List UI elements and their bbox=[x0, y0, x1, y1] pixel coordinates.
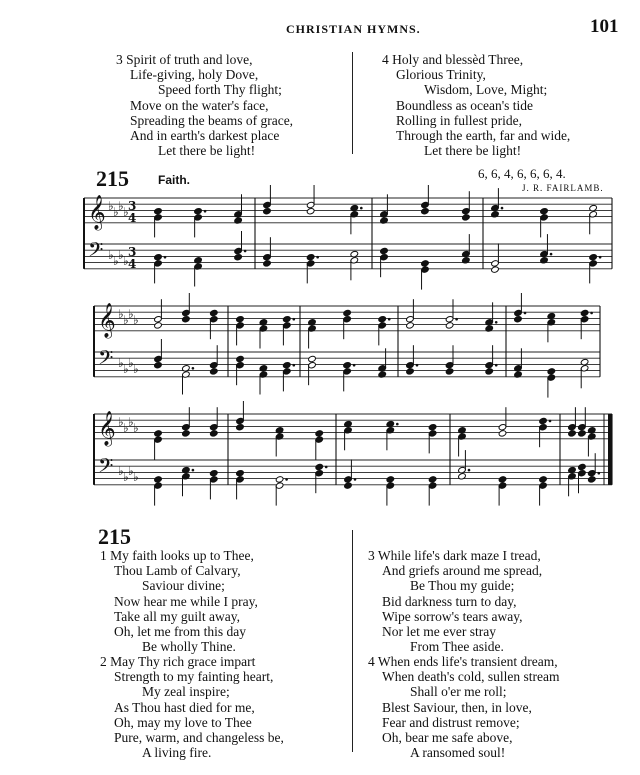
note-head bbox=[263, 208, 272, 215]
note-head bbox=[344, 482, 353, 489]
note-head bbox=[421, 260, 430, 267]
dot-icon bbox=[599, 256, 602, 259]
dot-icon bbox=[550, 253, 553, 256]
note-head bbox=[154, 362, 163, 369]
dot-icon bbox=[495, 364, 498, 367]
verse-line: Shall o'er me roll; bbox=[410, 684, 507, 700]
tune-meter: 6, 6, 4, 6, 6, 6, 4. bbox=[478, 166, 566, 181]
verse-line: Spreading the beams of grace, bbox=[130, 112, 294, 128]
bass-staff bbox=[84, 244, 612, 269]
note-head bbox=[275, 476, 284, 483]
note-head bbox=[580, 309, 589, 316]
note-head bbox=[308, 355, 317, 362]
flat-sign-icon: ♭ bbox=[123, 313, 129, 327]
flat-sign-icon: ♭ bbox=[113, 205, 119, 219]
note-head bbox=[445, 322, 454, 329]
dot-icon bbox=[598, 472, 601, 475]
column-divider bbox=[352, 530, 353, 752]
note-head bbox=[236, 470, 245, 477]
dot-icon bbox=[354, 478, 357, 481]
flat-sign-icon: ♭ bbox=[118, 356, 124, 370]
verse-number: 4 bbox=[382, 52, 389, 67]
verse-line: Spirit of truth and love, bbox=[126, 52, 253, 67]
treble-clef-icon: 𝄞 bbox=[98, 411, 116, 446]
flat-sign-icon: ♭ bbox=[128, 307, 134, 321]
flat-sign-icon: ♭ bbox=[123, 470, 129, 484]
note-head bbox=[210, 309, 219, 316]
hymn-verse-3 bbox=[368, 548, 542, 654]
hymn-verse-1 bbox=[100, 548, 258, 654]
flat-sign-icon: ♭ bbox=[123, 362, 129, 376]
flat-sign-icon: ♭ bbox=[118, 307, 124, 321]
tune-composer: J. R. FAIRLAMB. bbox=[522, 183, 604, 193]
flat-sign-icon: ♭ bbox=[108, 248, 114, 262]
treble-clef-icon: 𝄞 bbox=[88, 195, 106, 230]
verse-line: From Thee aside. bbox=[410, 639, 504, 655]
flat-sign-icon: ♭ bbox=[118, 248, 124, 262]
verse-line: Let there be light! bbox=[424, 143, 522, 159]
verse-number: 2 bbox=[100, 654, 107, 669]
verse-line: Through the earth, far and wide, bbox=[396, 128, 571, 144]
dot-icon bbox=[204, 210, 207, 213]
note-head bbox=[182, 316, 191, 323]
note-head bbox=[498, 430, 507, 437]
flat-sign-icon: ♭ bbox=[108, 199, 114, 213]
treble-staff bbox=[84, 198, 612, 223]
verse-line: When death's cold, sullen stream bbox=[382, 669, 560, 685]
verse-number: 3 bbox=[368, 548, 375, 563]
note-head bbox=[514, 316, 523, 323]
verse-line: Be wholly Thine. bbox=[142, 639, 236, 655]
hymn-verse-4 bbox=[368, 654, 560, 760]
verse-line: Fear and distrust remove; bbox=[382, 714, 520, 730]
note-head bbox=[380, 247, 389, 254]
note-head bbox=[421, 208, 430, 215]
verse-line: When ends life's transient dream, bbox=[377, 654, 558, 669]
note-head bbox=[154, 254, 163, 261]
dot-icon bbox=[192, 469, 195, 472]
note-head bbox=[283, 362, 292, 369]
note-head bbox=[154, 208, 163, 215]
verse-line: Be Thou my guide; bbox=[410, 578, 515, 594]
note-head bbox=[343, 309, 352, 316]
note-head bbox=[315, 463, 324, 470]
bass-staff bbox=[94, 460, 612, 485]
dot-icon bbox=[468, 469, 471, 472]
note-head bbox=[154, 430, 163, 437]
note-head bbox=[539, 476, 548, 483]
verse-line: Life-giving, holy Dove, bbox=[130, 67, 259, 83]
note-head bbox=[210, 470, 219, 477]
page-number: 101 bbox=[590, 16, 619, 37]
note-head bbox=[406, 322, 415, 329]
verse-line: Let there be light! bbox=[158, 143, 256, 159]
note-head bbox=[154, 476, 163, 483]
flat-sign-icon: ♭ bbox=[113, 254, 119, 268]
note-head bbox=[539, 417, 548, 424]
dot-icon bbox=[360, 207, 363, 210]
dot-icon bbox=[293, 318, 296, 321]
verse-line: May Thy rich grace impart bbox=[110, 654, 256, 669]
dot-icon bbox=[416, 364, 419, 367]
note-head bbox=[283, 316, 292, 323]
note-head bbox=[462, 214, 471, 221]
dot-icon bbox=[316, 256, 319, 259]
note-head bbox=[568, 430, 577, 437]
verse-line: Speed forth Thy flight; bbox=[158, 82, 282, 98]
note-head bbox=[234, 254, 243, 261]
flat-sign-icon: ♭ bbox=[118, 199, 124, 213]
time-signature: 3 bbox=[128, 245, 137, 259]
treble-staff bbox=[94, 414, 612, 439]
flat-sign-icon: ♭ bbox=[133, 421, 139, 435]
note-head bbox=[236, 316, 245, 323]
note-head bbox=[154, 322, 163, 329]
bass-clef-icon: 𝄢 bbox=[88, 238, 104, 266]
bass-clef-icon: 𝄢 bbox=[98, 454, 114, 482]
verse-line: A ransomed soul! bbox=[410, 745, 506, 761]
dot-icon bbox=[325, 466, 328, 469]
note-head bbox=[236, 355, 245, 362]
note-head bbox=[315, 430, 324, 437]
bass-clef-icon: 𝄢 bbox=[98, 346, 114, 374]
note-head bbox=[210, 368, 219, 375]
verse-line: Strength to my fainting heart, bbox=[114, 669, 274, 685]
verse-number: 3 bbox=[116, 52, 123, 67]
note-head bbox=[378, 316, 387, 323]
note-head bbox=[540, 208, 549, 215]
verse-line: While life's dark maze I tread, bbox=[377, 548, 541, 563]
verse-number: 1 bbox=[100, 548, 107, 563]
verse-line: Now hear me while I pray, bbox=[114, 593, 258, 609]
verse-line: Take all my guilt away, bbox=[114, 608, 241, 624]
note-head bbox=[343, 362, 352, 369]
note-head bbox=[210, 430, 219, 437]
note-head bbox=[182, 430, 191, 437]
flat-sign-icon: ♭ bbox=[118, 415, 124, 429]
note-head bbox=[306, 254, 315, 261]
dot-icon bbox=[495, 321, 498, 324]
note-head bbox=[485, 368, 494, 375]
note-head bbox=[445, 368, 454, 375]
note-head bbox=[578, 463, 587, 470]
note-head bbox=[428, 476, 437, 483]
tune-name: Faith. bbox=[158, 173, 190, 187]
note-head bbox=[263, 260, 272, 267]
verse-line: Oh, may my love to Thee bbox=[114, 714, 252, 730]
flat-sign-icon: ♭ bbox=[133, 313, 139, 327]
verse-line: Bid darkness turn to day, bbox=[382, 593, 517, 609]
note-head bbox=[491, 266, 500, 273]
verse-line: Holy and blessèd Three, bbox=[392, 52, 524, 67]
running-header: CHRISTIAN HYMNS. bbox=[286, 22, 421, 36]
verse-line: Wipe sorrow's tears away, bbox=[382, 608, 523, 624]
note-head bbox=[498, 476, 507, 483]
verse-line: My zeal inspire; bbox=[142, 684, 230, 700]
time-signature: 3 bbox=[128, 199, 137, 213]
flat-sign-icon: ♭ bbox=[123, 254, 129, 268]
verse-line: And griefs around me spread, bbox=[382, 563, 543, 579]
tune-hymn-number: 215 bbox=[96, 166, 129, 191]
dot-icon bbox=[353, 364, 356, 367]
verse-line: As Thou hast died for me, bbox=[114, 699, 255, 715]
verse-line: Pure, warm, and changeless be, bbox=[114, 730, 284, 746]
note-head bbox=[194, 208, 203, 215]
verse-line: Rolling in fullest pride, bbox=[396, 112, 522, 128]
time-signature: 4 bbox=[128, 257, 137, 271]
dot-icon bbox=[293, 364, 296, 367]
flat-sign-icon: ♭ bbox=[118, 464, 124, 478]
note-head bbox=[428, 424, 437, 431]
flat-sign-icon: ♭ bbox=[123, 205, 129, 219]
dot-icon bbox=[524, 312, 527, 315]
time-signature: 4 bbox=[128, 211, 137, 225]
flat-sign-icon: ♭ bbox=[128, 415, 134, 429]
verse-line: Oh, bear me safe above, bbox=[382, 730, 513, 746]
flat-sign-icon: ♭ bbox=[133, 470, 139, 484]
dot-icon bbox=[549, 420, 552, 423]
dot-icon bbox=[244, 250, 247, 253]
dot-icon bbox=[455, 318, 458, 321]
dot-icon bbox=[388, 318, 391, 321]
verse-line: Glorious Trinity, bbox=[396, 67, 486, 83]
dot-icon bbox=[590, 312, 593, 315]
note-head bbox=[588, 476, 597, 483]
note-head bbox=[306, 208, 315, 215]
verse-line: Blest Saviour, then, in love, bbox=[382, 699, 532, 715]
final-bar-line bbox=[608, 414, 612, 485]
verse-line: My faith looks up to Thee, bbox=[110, 548, 254, 563]
note-head bbox=[236, 424, 245, 431]
verse-line: Nor let me ever stray bbox=[382, 624, 496, 640]
flat-sign-icon: ♭ bbox=[123, 421, 129, 435]
verse-line: And in earth's darkest place bbox=[130, 128, 280, 144]
note-head bbox=[578, 430, 587, 437]
dot-icon bbox=[164, 256, 167, 259]
verse-line: Oh, let me from this day bbox=[114, 624, 246, 640]
hymn-verse-2 bbox=[100, 654, 284, 760]
dot-icon bbox=[192, 367, 195, 370]
note-head bbox=[589, 254, 598, 261]
verse-line: Wisdom, Love, Might; bbox=[424, 82, 548, 98]
hymn-number: 215 bbox=[98, 524, 131, 549]
verse-line: A living fire. bbox=[142, 745, 212, 761]
note-head bbox=[386, 476, 395, 483]
dot-icon bbox=[396, 423, 399, 426]
flat-sign-icon: ♭ bbox=[133, 362, 139, 376]
verse-number: 4 bbox=[368, 654, 375, 669]
dot-icon bbox=[501, 207, 504, 210]
dot-icon bbox=[285, 478, 288, 481]
verse-line: Move on the water's face, bbox=[130, 97, 269, 113]
verse-line: Saviour divine; bbox=[142, 578, 225, 594]
note-head bbox=[406, 368, 415, 375]
verse-line: Thou Lamb of Calvary, bbox=[114, 563, 241, 579]
flat-sign-icon: ♭ bbox=[128, 356, 134, 370]
note-head bbox=[547, 368, 556, 375]
verse-line: Boundless as ocean's tide bbox=[396, 97, 534, 113]
treble-clef-icon: 𝄞 bbox=[98, 303, 116, 338]
flat-sign-icon: ♭ bbox=[128, 464, 134, 478]
